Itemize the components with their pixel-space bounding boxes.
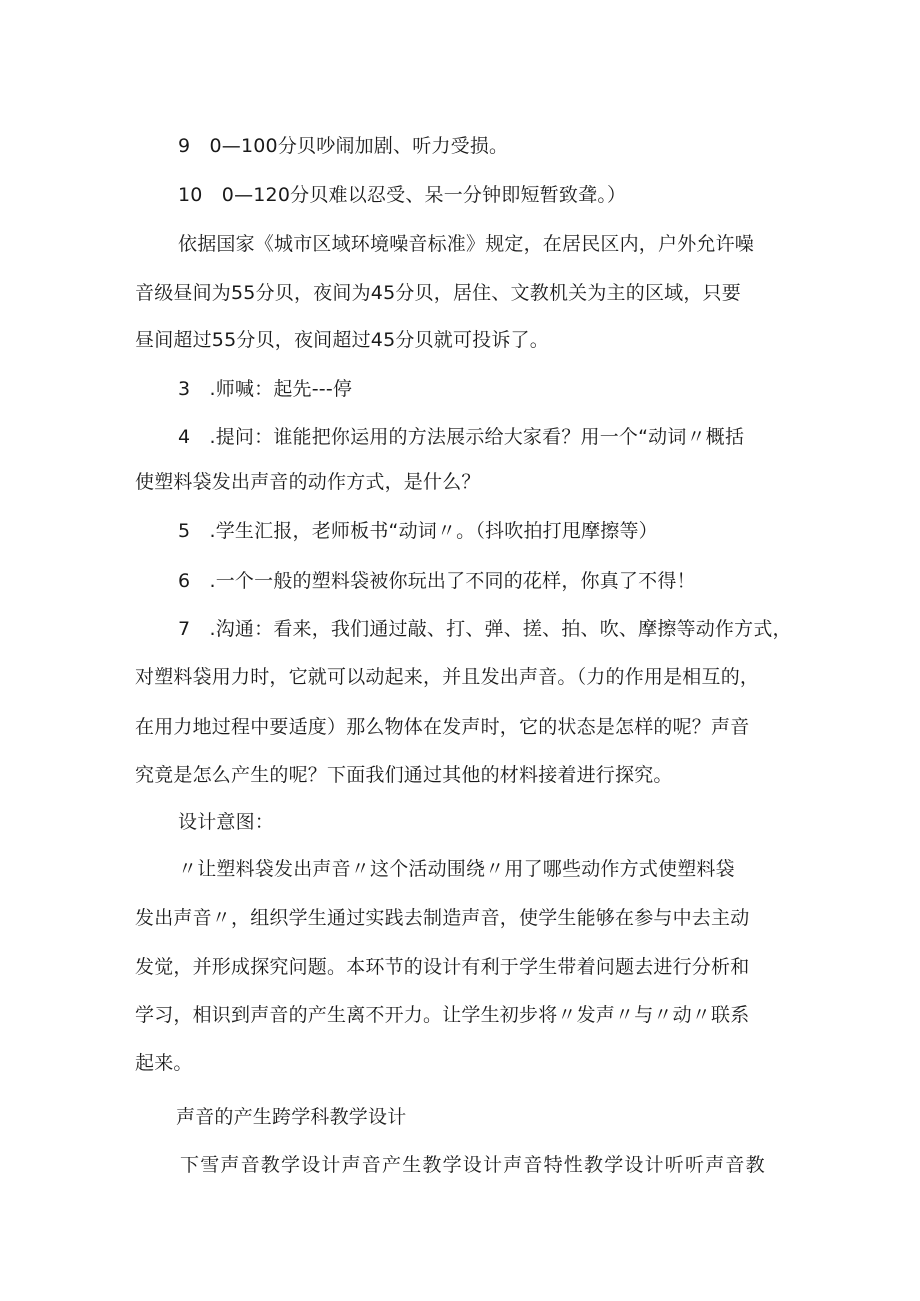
text-line: 对塑料袋用力时，它就可以动起来，并且发出声音。（力的作用是相互的， (135, 666, 760, 688)
text-line: 〃让塑料袋发出声音〃这个活动围绕〃用了哪些动作方式使塑料袋 (178, 858, 735, 880)
text-line: 3 .师喊：起先---停 (178, 378, 353, 400)
text-line: 昼间超过55分贝，夜间超过45分贝就可投诉了。 (135, 329, 549, 351)
document-heading: 声音的产生跨学科教学设计 (176, 1106, 407, 1128)
text-line: 在用力地过程中要适度）那么物体在发声时，它的状态是怎样的呢？声音 (135, 716, 750, 738)
text-line: 音级昼间为55分贝，夜间为45分贝，居住、文教机关为主的区域，只要 (135, 282, 741, 304)
text-line: 6 .一个一般的塑料袋被你玩出了不同的花样，你真了不得！ (178, 570, 696, 592)
text-line: 学习，相识到声音的产生离不开力。让学生初步将〃发声〃与〃动〃联系 (135, 1004, 750, 1026)
text-line: 7 .沟通：看来，我们通过敲、打、弹、搓、拍、吹、摩擦等动作方式， (178, 618, 792, 640)
text-line: 起来。 (135, 1052, 193, 1074)
text-line: 5 .学生汇报，老师板书“动词〃。（抖吹拍打甩摩擦等） (178, 520, 658, 542)
text-line: 依据国家《城市区域环境噪音标准》规定，在居民区内，户外允许噪 (178, 233, 755, 255)
text-line: 10 0—120分贝难以忍受、呆一分钟即短暂致聋。） (178, 184, 627, 206)
text-line: 9 0—100分贝吵闹加剧、听力受损。 (178, 135, 509, 157)
text-line: 究竟是怎么产生的呢？下面我们通过其他的材料接着进行探究。 (135, 764, 673, 786)
text-line: 4 .提问：谁能把你运用的方法展示给大家看？用一个“动词〃概括 (178, 426, 745, 448)
text-line: 发出声音〃，组织学生通过实践去制造声音，使学生能够在参与中去主动 (135, 907, 750, 929)
section-label: 设计意图： (178, 811, 275, 833)
text-line: 发觉，并形成探究问题。本环节的设计有利于学生带着问题去进行分析和 (135, 956, 750, 978)
related-titles-line: 下雪声音教学设计声音产生教学设计声音特性教学设计听听声音教 (180, 1154, 766, 1176)
text-line: 使塑料袋发出声音的动作方式，是什么？ (135, 471, 481, 493)
